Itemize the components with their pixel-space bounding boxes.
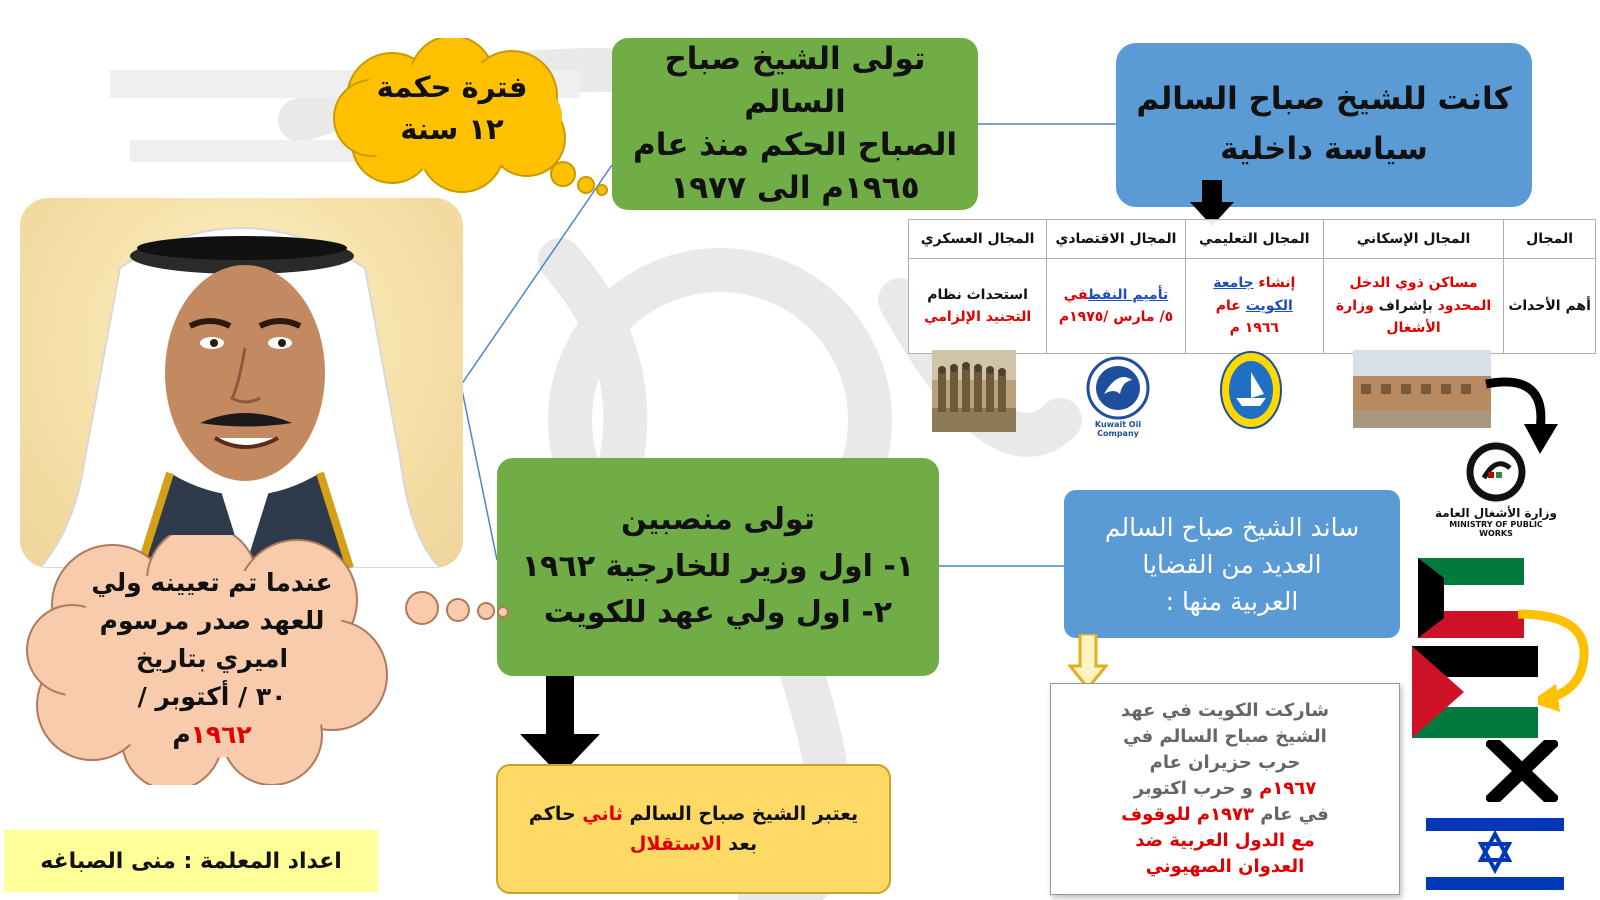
housing-image [1353,350,1491,428]
decree-year: ١٩٦٢ [190,720,252,749]
table-cell-housing [1323,259,1503,354]
university-emblem [1218,350,1284,430]
second-ruler-highlight-2: الاستقلال [629,833,722,855]
cloud-tail-bubbles [400,586,510,630]
ministry-name-en: MINISTRY OF PUBLIC WORKS [1449,520,1543,539]
domestic-policy-box [1116,43,1532,207]
wars-in-year: في عام [1254,804,1329,826]
cloud-line-2: ١٢ سنة [400,112,504,146]
position-item-1: ١- اول وزير للخارجية ١٩٦٢ [521,548,915,584]
second-ruler-box [496,764,891,894]
support-line-1: ساند الشيخ صباح السالم [1104,512,1360,542]
second-ruler-text-1: يعتبر الشيخ صباح السالم [622,802,859,825]
wars-participation-card [1050,683,1400,895]
position-item-2: ٢- اول ولي عهد للكويت [543,595,893,631]
down-arrow-icon [1068,634,1108,690]
table-header-military: المجال العسكري [909,220,1047,259]
wars-line-3: حرب حزيران عام [1149,751,1301,773]
wars-line-1: شاركت الكويت في عهد [1120,699,1330,721]
housing-part-1: مساكن ذوي الدخل [1349,275,1478,292]
palestine-flag-icon [1412,646,1538,738]
reign-line-1: تولى الشيخ صباح السالم [664,41,926,121]
wars-line-6: مع الدول العربية ضد [1135,830,1315,852]
reign-line-3: ١٩٦٥م الى ١٩٧٧ [670,169,920,206]
israel-flag-icon [1426,810,1564,898]
second-ruler-line-1 [529,799,858,829]
decree-line-2: للعهد صدر مرسوم [99,606,325,635]
teacher-credit: اعداد المعلمة : منى الصباغه [4,830,378,892]
wars-line-7: العدوان الصهيوني [1145,856,1305,878]
decree-line-1: عندما تم تعيينه ولي [91,568,333,597]
second-ruler-text-3: بعد [721,833,758,855]
soldiers-image [932,350,1016,432]
economy-part-1[interactable]: تأميم النفط [1087,286,1169,303]
decree-line-4: ٣٠ / أكتوبر / [137,682,287,711]
kuwait-university-logo [1218,350,1284,430]
policy-line-1: كانت للشيخ صباح السالم [1136,81,1512,118]
table-header-row [909,220,1596,259]
table-cell-military [909,259,1047,354]
second-ruler-line-2 [630,829,757,859]
housing-part-4: وزارة الأشغال [1335,297,1441,337]
positions-title: تولى منصبين [621,502,816,538]
ministry-emblem [1432,442,1560,502]
portrait-illustration [20,198,463,568]
table-header-housing: المجال الإسكاني [1323,220,1503,259]
portrait-to-posts-line [461,385,497,560]
ministry-name-ar: وزارة الأشغال العامة [1435,506,1557,520]
wars-line-5 [1121,802,1329,828]
down-arrow-icon [520,676,600,776]
two-positions-box [497,458,939,676]
wars-year-1973: ١٩٧٣م للوقوف [1121,804,1255,826]
housing-illustration [1353,350,1491,428]
second-ruler-text-2: حاكم [528,802,583,825]
housing-part-3: بإشراف [1373,297,1433,314]
kuwait-flag-icon [1418,558,1524,638]
wars-year-1967: ١٩٦٧م [1259,777,1317,799]
military-part-1: استحداث نظام [927,286,1028,303]
wars-october: و حرب اكتوبر [1133,777,1260,799]
education-part-2[interactable]: جامعة الكويت [1213,275,1293,314]
sheikh-portrait [20,198,463,568]
cloud-line-1: فترة حكمة [376,69,528,104]
kuwait-oil-company-logo [1076,348,1160,438]
education-part-3: عام [1215,297,1246,314]
education-part-1: إنشاء [1253,275,1296,292]
crown-prince-decree-cloud [22,535,400,785]
oil-company-name: Kuwait Oil Company [1094,420,1142,438]
table-cell-education [1185,259,1323,354]
arab-causes-support-box [1064,490,1400,638]
policy-fields-table [908,219,1596,354]
table-header-economy: المجال الاقتصادي [1047,220,1186,259]
housing-part-2: المحدود [1432,297,1492,314]
table-header-field: المجال [1504,220,1596,259]
decree-line-5 [172,716,251,754]
education-part-4: ١٩٦٦ م [1229,320,1279,337]
support-line-3: العربية منها : [1165,586,1299,616]
table-header-education: المجال التعليمي [1185,220,1323,259]
reign-line-2: الصباح الحكم منذ عام [632,127,958,163]
table-events-label: أهم الأحداث [1504,259,1596,354]
soldiers-illustration [932,350,1016,432]
cross-icon [1486,740,1558,802]
table-cell-economy [1047,259,1186,354]
ministry-public-works-logo [1432,442,1560,539]
economy-part-3: ٥/ مارس /١٩٧٥م [1058,309,1174,325]
decree-line-3: اميري بتاريخ [135,644,289,673]
military-part-2: التجنيد الإلزامي [924,309,1032,325]
wars-line-2: الشيخ صباح السالم في [1123,725,1327,747]
policy-line-2: سياسة داخلية [1220,131,1428,167]
table-events-row [909,259,1596,354]
cloud-tail-bubbles [548,152,608,202]
reign-duration-cloud [322,38,584,196]
second-ruler-highlight-1: ثاني [582,802,623,825]
wars-line-4 [1134,776,1317,802]
reign-period-box [612,38,978,210]
support-line-2: العديد من القضايا [1142,549,1322,579]
decree-year-suffix: م [172,720,191,749]
economy-part-2: في [1063,286,1088,303]
